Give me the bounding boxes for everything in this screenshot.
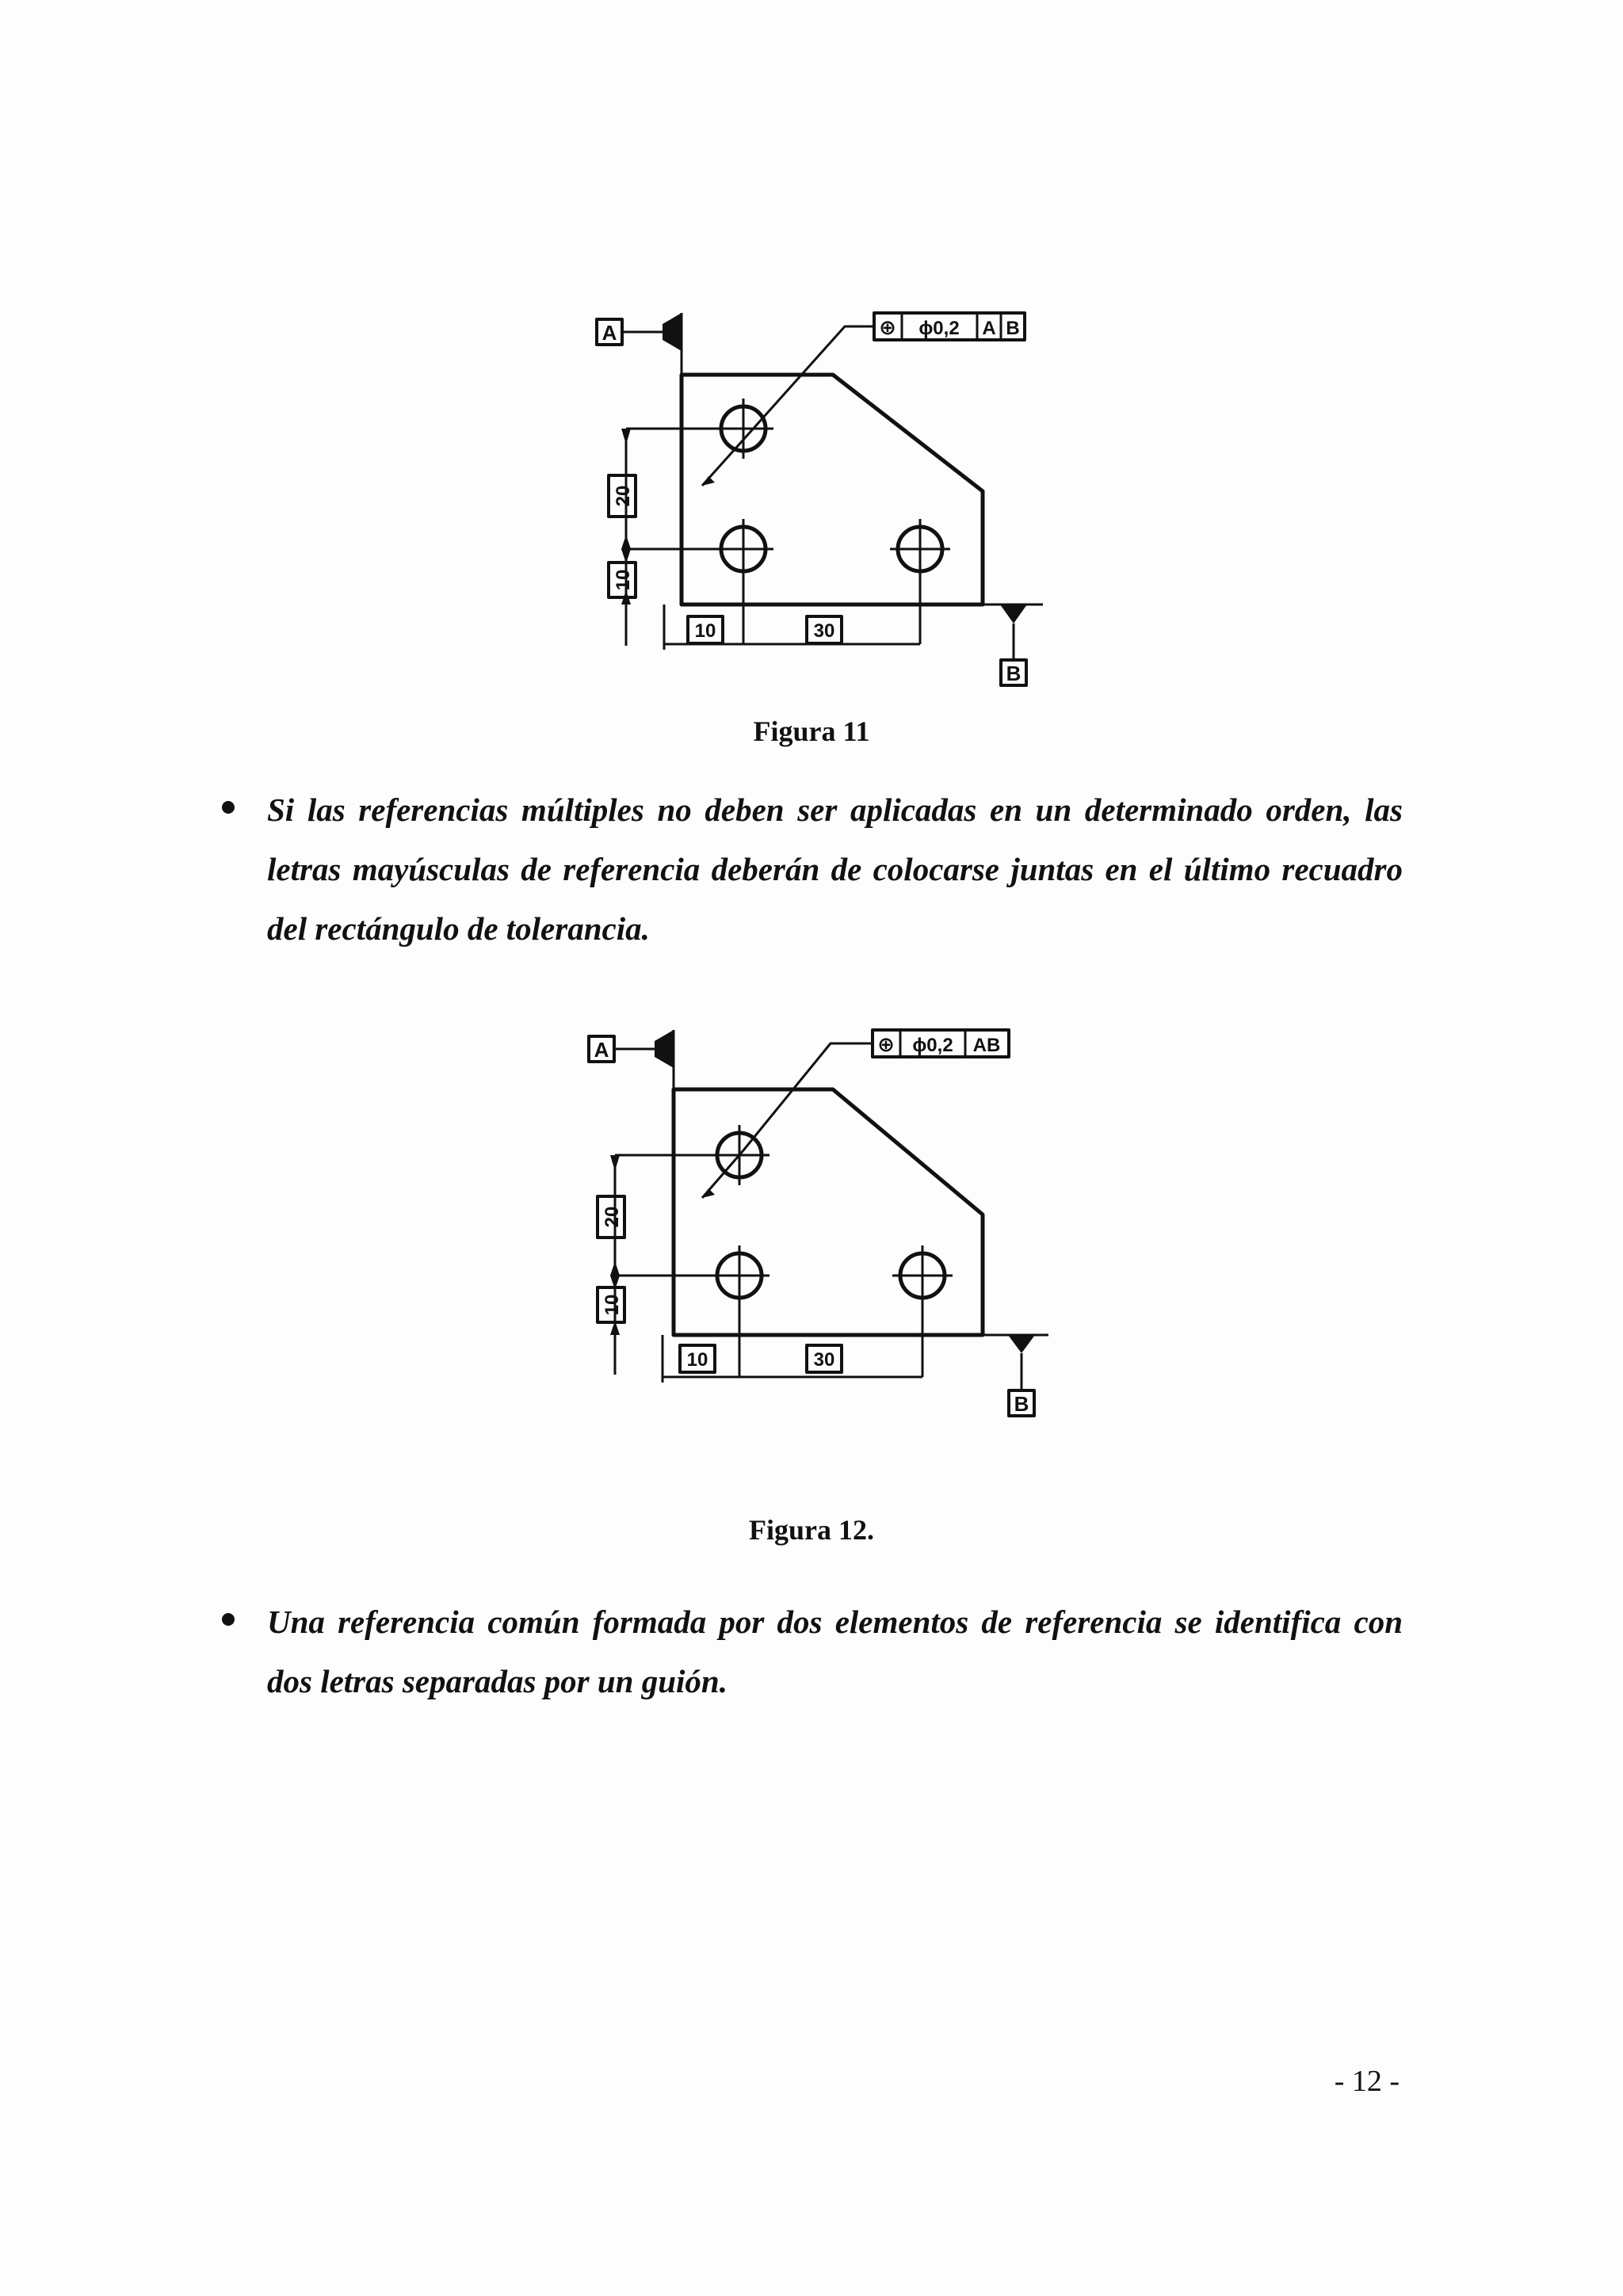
dim-label-h10: 10 [694, 620, 716, 642]
frame-ref-b: B [1006, 318, 1020, 339]
dim-label-10: 10 [613, 569, 634, 591]
tolerance-value: ϕ0,2 [918, 318, 960, 339]
position-symbol: ⊕ [879, 315, 896, 339]
bullet-dot [222, 801, 235, 814]
tolerance-value: ϕ0,2 [912, 1035, 953, 1056]
dim-label-20: 20 [613, 485, 634, 507]
part-outline [674, 1089, 983, 1335]
figure-11 [545, 289, 1084, 701]
dim-label-10: 10 [601, 1294, 623, 1316]
part-outline [682, 375, 983, 605]
frame-ref-a: A [982, 318, 996, 339]
bullet-text: Si las referencias múltiples no deben ser aplicadas en un determinado orden, las letras mayúsculas de referencia deberán de colocarse juntas en el último recuadro del rectángulo de tolerancia. [267, 791, 1403, 947]
figure-12-caption: Figura 12. [749, 1514, 874, 1546]
datum-b-label: B [1014, 1392, 1029, 1416]
bullet-text: Una referencia común formada por dos elementos de referencia se identifica con dos letras separadas por un guión. [267, 1604, 1403, 1699]
page-number: - 12 - [1334, 2065, 1400, 2098]
figure-11-caption: Figura 11 [753, 715, 870, 747]
datum-a-label: A [601, 321, 617, 345]
position-symbol: ⊕ [877, 1032, 895, 1056]
dim-label-h30: 30 [813, 620, 835, 642]
datum-b-label: B [1006, 662, 1022, 685]
frame-refs-ab: AB [972, 1035, 1001, 1056]
figure-12-drawing [545, 1014, 1084, 1442]
figure-11-drawing [545, 289, 1084, 701]
datum-a-label: A [594, 1038, 609, 1062]
bullet-item-1 [222, 780, 1403, 959]
dim-label-h10: 10 [686, 1349, 708, 1371]
figure-12 [545, 1014, 1084, 1442]
dim-label-20: 20 [601, 1206, 623, 1228]
bullet-item-2 [222, 1592, 1403, 1711]
bullet-dot [222, 1613, 235, 1626]
dim-label-h30: 30 [813, 1349, 835, 1371]
